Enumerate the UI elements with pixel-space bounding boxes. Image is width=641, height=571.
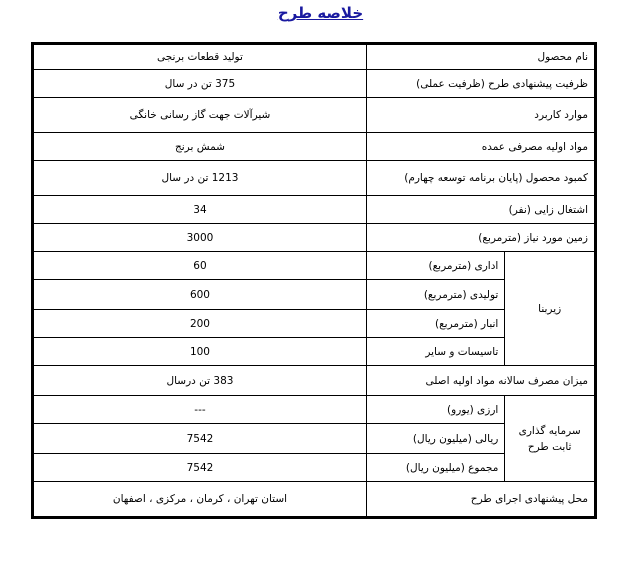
sub-row-label: ارزی (یورو) <box>366 396 504 424</box>
row-label: مواد اولیه مصرفی عمده <box>366 133 595 161</box>
investment-group-line2: ثابت طرح <box>527 440 572 453</box>
summary-table <box>31 42 597 519</box>
table-row <box>33 70 596 98</box>
investment-group-label <box>505 396 596 482</box>
row-value: --- <box>33 396 367 424</box>
sub-row-label: مجموع (میلیون ریال) <box>366 454 504 482</box>
row-value: 600 <box>33 280 367 310</box>
row-value: 60 <box>33 252 367 280</box>
table-row <box>33 482 596 518</box>
table-row <box>33 196 596 224</box>
page-title: خلاصه طرح <box>277 4 364 22</box>
row-value: شیرآلات جهت گاز رسانی خانگی <box>33 98 367 133</box>
table-row <box>33 133 596 161</box>
row-value: 375 تن در سال <box>33 70 367 98</box>
row-value: 100 <box>33 338 367 366</box>
table-row <box>33 98 596 133</box>
investment-group-line1: سرمایه گذاری <box>518 424 581 437</box>
sub-row-label: تاسیسات و سایر <box>366 338 504 366</box>
sub-row-label: ریالی (میلیون ریال) <box>366 424 504 454</box>
row-value: 34 <box>33 196 367 224</box>
row-label: ظرفیت پیشنهادی طرح (ظرفیت عملی) <box>366 70 595 98</box>
row-value: شمش برنج <box>33 133 367 161</box>
row-value: 7542 <box>33 454 367 482</box>
row-value: 1213 تن در سال <box>33 161 367 196</box>
row-label: میزان مصرف سالانه مواد اولیه اصلی <box>366 366 595 396</box>
table-row <box>33 396 596 424</box>
infrastructure-group-label: زیربنا <box>505 252 596 366</box>
sub-row-label: تولیدی (مترمربع) <box>366 280 504 310</box>
row-value: 383 تن درسال <box>33 366 367 396</box>
table-row <box>33 366 596 396</box>
row-label: نام محصول <box>366 44 595 70</box>
table-row <box>33 252 596 280</box>
sub-row-label: اداری (مترمربع) <box>366 252 504 280</box>
row-value: 200 <box>33 310 367 338</box>
row-label: زمین مورد نیاز (مترمربع) <box>366 224 595 252</box>
row-value: 7542 <box>33 424 367 454</box>
row-label: موارد کاربرد <box>366 98 595 133</box>
table-row <box>33 161 596 196</box>
row-value: تولید قطعات برنجی <box>33 44 367 70</box>
row-value: استان تهران ، کرمان ، مرکزی ، اصفهان <box>33 482 367 518</box>
row-label: کمبود محصول (پایان برنامه توسعه چهارم) <box>366 161 595 196</box>
row-label: اشتغال زایی (نفر) <box>366 196 595 224</box>
table-row <box>33 44 596 70</box>
row-value: 3000 <box>33 224 367 252</box>
row-label: محل پیشنهادی اجرای طرح <box>366 482 595 518</box>
table-row <box>33 224 596 252</box>
sub-row-label: انبار (مترمربع) <box>366 310 504 338</box>
